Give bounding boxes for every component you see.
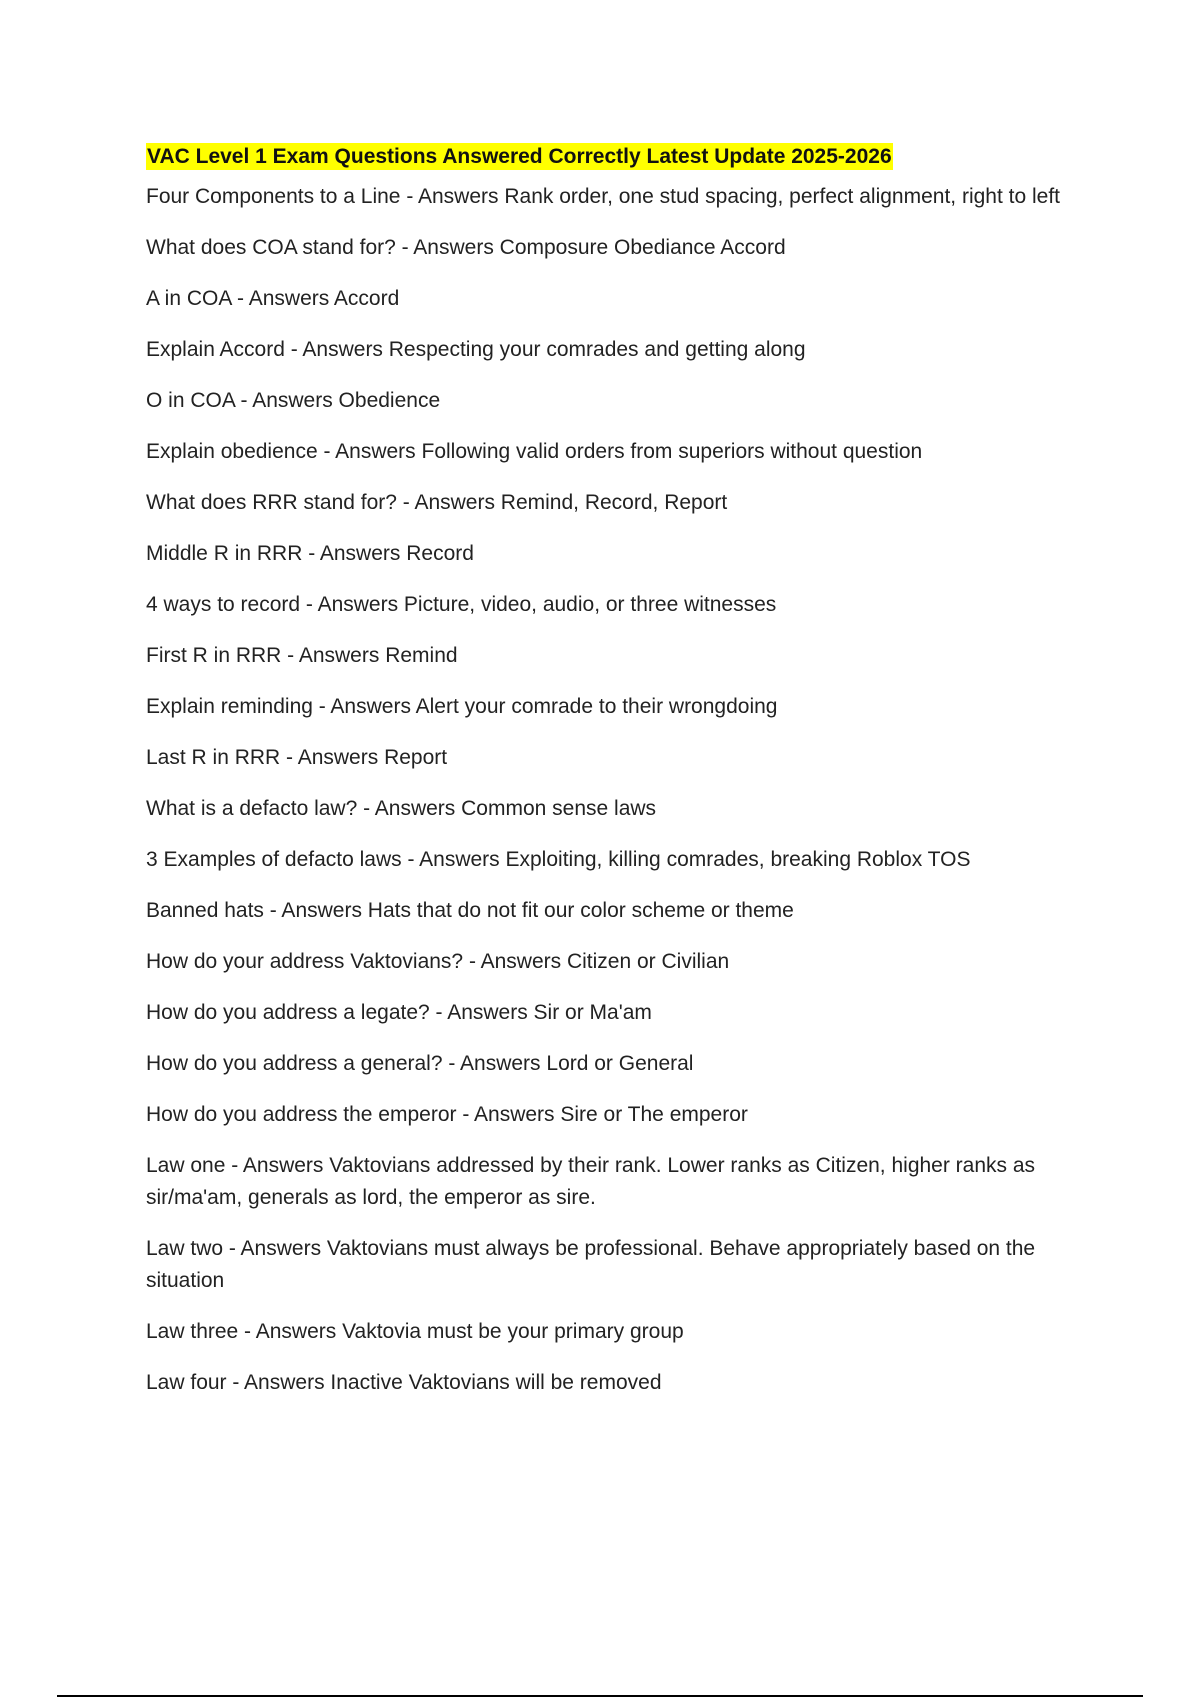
qa-list [146,181,1090,1399]
qa-item: A in COA - Answers Accord [146,287,400,310]
qa-item: What does RRR stand for? - Answers Remind, Record, Report [146,491,728,514]
qa-item: Explain reminding - Answers Alert your comrade to their wrongdoing [146,695,778,718]
qa-item: Last R in RRR - Answers Report [146,746,448,769]
qa-item: Explain Accord - Answers Respecting your comrades and getting along [146,338,806,361]
qa-item: Explain obedience - Answers Following valid orders from superiors without question [146,440,923,463]
qa-item: 3 Examples of defacto laws - Answers Exploiting, killing comrades, breaking Roblox TOS [146,848,971,871]
qa-item: How do you address the emperor - Answers Sire or The emperor [146,1103,748,1126]
qa-item: How do you address a general? - Answers Lord or General [146,1052,694,1075]
qa-item: How do your address Vaktovians? - Answers Citizen or Civilian [146,950,730,973]
qa-item: Middle R in RRR - Answers Record [146,542,474,565]
page-footer-rule [57,1695,1143,1697]
qa-item: 4 ways to record - Answers Picture, video, audio, or three witnesses [146,593,777,616]
qa-item: Law three - Answers Vaktovia must be your primary group [146,1320,684,1343]
qa-item: What is a defacto law? - Answers Common sense laws [146,797,657,820]
document-content [146,143,1090,1418]
qa-item: Law four - Answers Inactive Vaktovians will be removed [146,1371,662,1394]
qa-item: Banned hats - Answers Hats that do not fit our color scheme or theme [146,899,794,922]
qa-item: How do you address a legate? - Answers Sir or Ma'am [146,1001,652,1024]
qa-item: Law one - Answers Vaktovians addressed by their rank. Lower ranks as Citizen, higher ranks as sir/ma'am, generals as lord, the emperor as sire. [146,1154,1036,1209]
document-title: VAC Level 1 Exam Questions Answered Correctly Latest Update 2025-2026 [147,145,892,168]
qa-item: Four Components to a Line - Answers Rank order, one stud spacing, perfect alignment, right to left [146,185,1060,208]
qa-item: What does COA stand for? - Answers Composure Obediance Accord [146,236,786,259]
qa-item: First R in RRR - Answers Remind [146,644,458,667]
qa-item: Law two - Answers Vaktovians must always be professional. Behave appropriately based on the situation [146,1237,1036,1292]
qa-item: O in COA - Answers Obedience [146,389,441,412]
